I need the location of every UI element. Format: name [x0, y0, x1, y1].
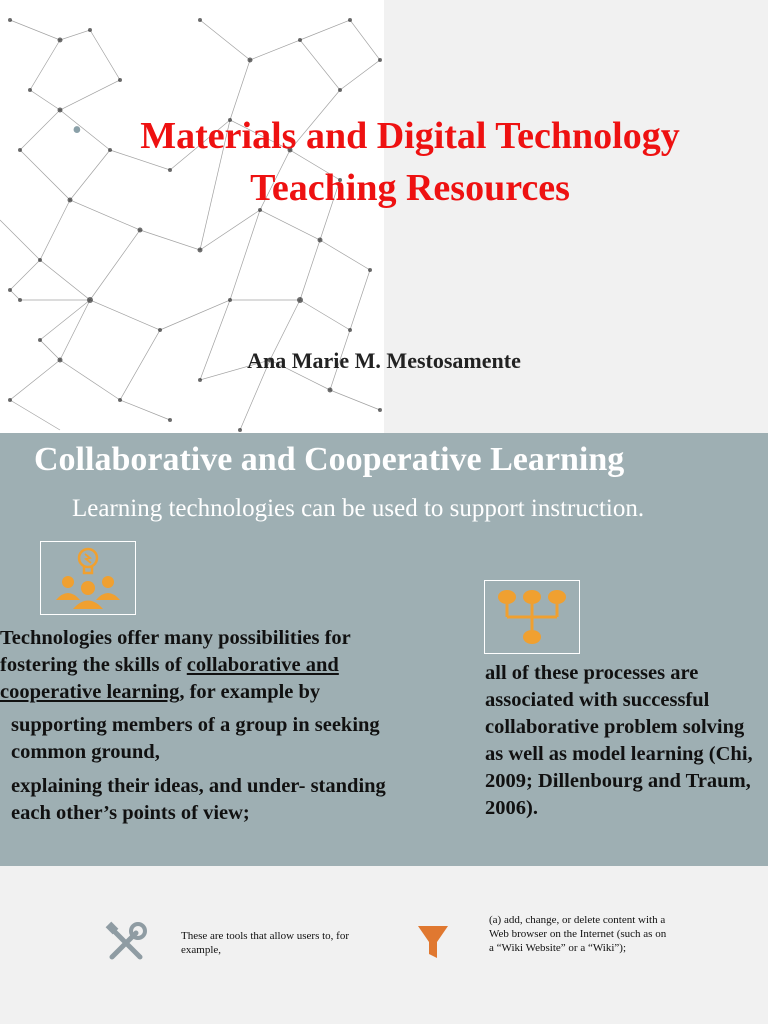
hierarchy-icon [485, 581, 579, 653]
collaborative-learning-slide [0, 433, 768, 866]
title-bullet: • [72, 115, 82, 146]
tools-description: These are tools that allow users to, for example, [181, 930, 350, 956]
slide-title [70, 110, 750, 214]
title-slide [0, 0, 768, 433]
tools-slide [0, 866, 768, 1024]
team-idea-icon-frame [40, 541, 136, 615]
slide-subheading: Learning technologies can be used to support instruction. [72, 495, 645, 522]
funnel-icon [416, 924, 450, 962]
add-change-description: (a) add, change, or delete content with a Web browser on the Internet (such as on a “Wiki Website” or a “Wiki”); [489, 914, 667, 954]
left-text-block [0, 625, 430, 834]
intro-underlined-term: collaborative and cooperative learning [0, 654, 339, 703]
title-line-1: Materials and Digital Technology [140, 115, 680, 157]
intro-text-start: Technologies offer many possibilities for fostering the skills of [0, 627, 351, 676]
tools-icon [104, 921, 148, 965]
team-idea-icon [41, 542, 135, 614]
hierarchy-icon-frame [484, 580, 580, 654]
list-item: explaining their ideas, and under- standing each other’s points of view; [11, 775, 386, 824]
intro-text-end: , for example by [179, 681, 321, 703]
slide-heading: Collaborative and Cooperative Learning [34, 441, 625, 478]
author-name: Ana Marie M. Mestosamente [247, 348, 521, 373]
list-item: supporting members of a group in seeking common ground, [11, 714, 380, 763]
example-list [0, 712, 430, 827]
title-line-2: Teaching Resources [250, 167, 570, 209]
right-text-block: all of these processes are associated with successful collaborative problem solving as well as model learning (Chi, 2009; Dillenbourg and Traum, 2006). [485, 662, 753, 819]
intro-paragraph [0, 625, 430, 706]
